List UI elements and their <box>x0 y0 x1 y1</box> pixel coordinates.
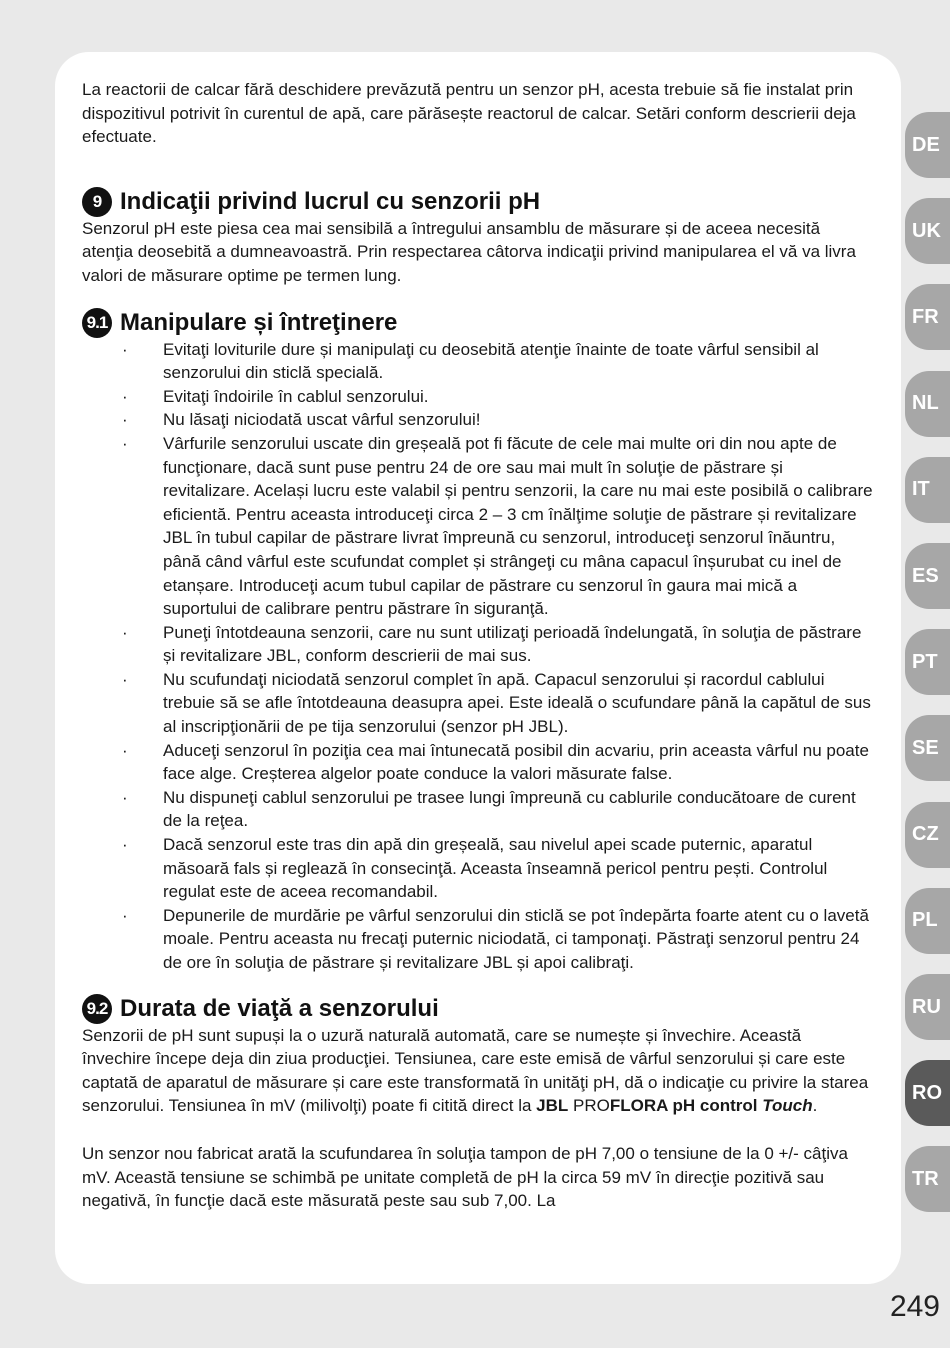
bullet-symbol: · <box>122 787 128 807</box>
brand-flora: FLORA pH control <box>609 1096 763 1116</box>
bullet-symbol: · <box>122 835 128 855</box>
brand-pro: PRO <box>568 1096 610 1116</box>
section-9-1-title: Manipulare și întreţinere <box>120 308 398 336</box>
tab-fr[interactable]: FR <box>905 284 950 350</box>
section-9-2-paragraph-1 <box>82 1024 874 1118</box>
list-item <box>82 432 874 621</box>
list-item-text: Nu scufundaţi niciodată senzorul complet în apă. Capacul senzorului și racordul cablului trebuie să se afle întotdeauna deasupra apei. Este ideală o scufundare până la capătul de sus al inscripţionării de pe tija senzorului (senzor pH JBL). <box>163 669 871 737</box>
list-item-text: Evitaţi loviturile dure și manipulaţi cu deosebită atenţie înainte de toate vârful sensibil al senzorului din sticlă specială. <box>163 339 819 383</box>
list-item <box>82 668 874 739</box>
bullet-symbol: · <box>122 386 128 406</box>
tab-it[interactable]: IT <box>905 457 950 523</box>
tab-ru[interactable]: RU <box>905 974 950 1040</box>
list-item-text: Dacă senzorul este tras din apă din greșeală, sau nivelul apei scade puternic, aparatul măsoară fals și reglează în consecinţă. Aceasta înseamnă pericol pentru pești. Controlul regulat este de aceea recomandabil. <box>163 835 828 902</box>
section-9-2-number-badge: 9.2 <box>82 994 112 1024</box>
list-item <box>82 739 874 786</box>
section-9-1-number-badge: 9.1 <box>82 308 112 338</box>
section-9-2-heading <box>82 994 874 1024</box>
tab-tr[interactable]: TR <box>905 1146 950 1212</box>
page-content <box>82 78 874 1213</box>
tab-se[interactable]: SE <box>905 715 950 781</box>
list-item-text: Aduceţi senzorul în poziţia cea mai întunecată posibil din acvariu, prin aceasta vârful nu poate face alge. Creșterea algelor poate conduce la valori măsurate false. <box>163 740 869 784</box>
tab-pl[interactable]: PL <box>905 888 950 954</box>
bullet-symbol: · <box>122 740 128 760</box>
language-tabs <box>905 0 950 1348</box>
intro-paragraph: La reactorii de calcar fără deschidere prevăzută pentru un senzor pH, acesta trebuie să fie instalat prin dispozitivul potrivit în curentul de apă, care părăsește reactorul de calcar. Setări conform descrierii deja efectuate. <box>82 80 856 147</box>
brand-touch: Touch <box>762 1096 813 1116</box>
brand-end: . <box>812 1096 818 1116</box>
list-item-text: Depunerile de murdărie pe vârful senzorului din sticlă se pot îndepărta foarte atent cu o lavetă moale. Pentru aceasta nu frecaţi puternic niciodată, ci tamponaţi. Păstraţi senzorul pentru 24 de ore în soluţia de păstrare și revitalizare JBL și apoi calibraţi. <box>163 905 869 972</box>
section-9-paragraph: Senzorul pH este piesa cea mai sensibilă a întregului ansamblu de măsurare și de aceea necesită atenţia deosebită a dumneavoastră. Prin respectarea câtorva indicaţii privind manipularea el vă va livra valori de măsurare optime pe termen lung. <box>82 218 856 285</box>
bullet-symbol: · <box>122 905 128 925</box>
list-item <box>82 385 874 409</box>
handling-bullet-list <box>82 338 874 975</box>
tab-ro[interactable]: RO <box>905 1060 950 1126</box>
tab-pt[interactable]: PT <box>905 629 950 695</box>
section-9-2-paragraph-2: Un senzor nou fabricat arată la scufundarea în soluţia tampon de pH 7,00 o tensiune de la 0 +/- câţiva mV. Această tensiune se schimbă pe unitate completă de pH la circa 59 mV în direcţie pozitivă sau negativă, în funcţie dacă este măsurată peste sau sub 7,00. La <box>82 1143 848 1211</box>
tab-de[interactable]: DE <box>905 112 950 178</box>
list-item-text: Vârfurile senzorului uscate din greșeală pot fi făcute de cele mai multe ori din nou apte de funcţionare, dacă sunt puse pentru 24 de ore sau mai mult în soluţie de păstrare și revitalizare. Același lucru este valabil și pentru senzorii, la care nu mai este posibilă o calibrare eficientă. Pentru aceasta introduceţi circa 2 – 3 cm înălţime soluţie de păstrare și revitalizare JBL în tubul capilar de păstrare livrat împreună cu senzorul, introduceţi senzorul înăuntru, până când vârful este scufundat complet și strângeţi cu mâna capacul înșurubat cu inel de etanșare. Introduceţi acum tubul capilar de păstrare cu senzorul în gaura mai mică a suportului de calibrare pentru păstrare în siguranţă. <box>163 433 873 619</box>
bullet-symbol: · <box>122 622 128 642</box>
section-9-1-heading <box>82 308 874 338</box>
list-item-text: Nu lăsaţi niciodată uscat vârful senzorului! <box>163 410 481 430</box>
list-item <box>82 786 874 833</box>
bullet-symbol: · <box>122 339 128 359</box>
brand-jbl: JBL <box>536 1096 569 1116</box>
list-item <box>82 904 874 975</box>
tab-uk[interactable]: UK <box>905 198 950 264</box>
page-card <box>55 52 901 1284</box>
bullet-symbol: · <box>122 410 128 430</box>
bullet-symbol: · <box>122 669 128 689</box>
list-item <box>82 833 874 904</box>
page-number: 249 <box>889 1290 940 1323</box>
section-9-heading <box>82 187 874 217</box>
list-item <box>82 621 874 668</box>
list-item-text: Evitaţi îndoirile în cablul senzorului. <box>163 386 429 406</box>
list-item-text: Nu dispuneţi cablul senzorului pe trasee lungi împreună cu cablurile conducătoare de curent de la reţea. <box>163 787 856 831</box>
tab-nl[interactable]: NL <box>905 371 950 437</box>
section-9-2-title: Durata de viaţă a senzorului <box>120 994 439 1022</box>
tab-es[interactable]: ES <box>905 543 950 609</box>
list-item-text: Puneţi întotdeauna senzorii, care nu sunt utilizaţi perioadă îndelungată, în soluţia de păstrare și revitalizare JBL, conform descrierii de mai sus. <box>163 622 862 666</box>
list-item <box>82 338 874 385</box>
tab-cz[interactable]: CZ <box>905 802 950 868</box>
section-9-title: Indicaţii privind lucrul cu senzorii pH <box>120 187 541 215</box>
list-item <box>82 408 874 432</box>
section-9-number-badge: 9 <box>82 187 112 217</box>
section-9-2-text: Senzorii de pH sunt supuși la o uzură naturală automată, care se numește și învechire. Această învechire începe deja din ziua producţiei. Tensiunea, care este emisă de vârful senzorului și care este captată de aparatul de măsurare și care este transformată în unităţi pH, dă o indicaţie cu privire la starea senzorului. Tensiunea în mV (milivolţi) poate fi citită direct la <box>82 1025 869 1116</box>
bullet-symbol: · <box>122 433 128 453</box>
